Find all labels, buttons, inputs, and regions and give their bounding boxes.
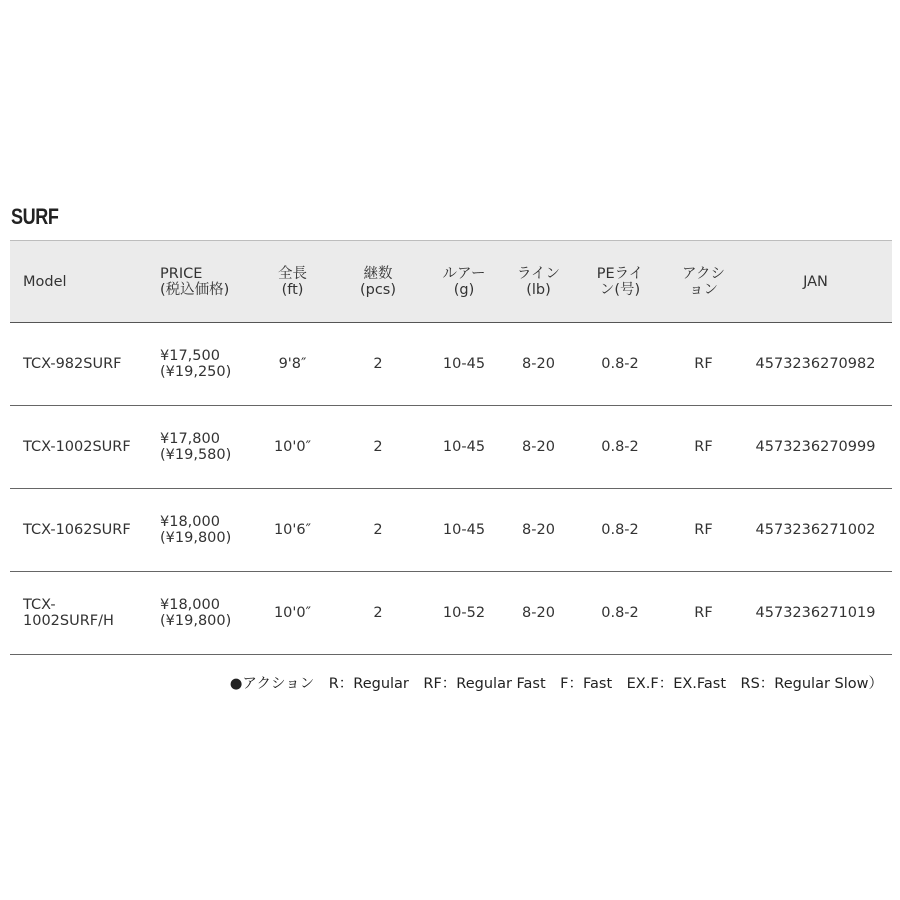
cell-lure: 10-45 xyxy=(423,406,505,489)
cell-action: RF xyxy=(668,489,739,572)
cell-pe: 0.8-2 xyxy=(572,572,668,655)
table-row xyxy=(10,572,892,655)
header-jan: JAN xyxy=(739,241,892,323)
cell-model: TCX- 1002SURF/H xyxy=(10,572,156,655)
table-row xyxy=(10,489,892,572)
table-row xyxy=(10,323,892,406)
spec-table xyxy=(10,240,892,655)
header-length: 全長 (ft) xyxy=(252,241,333,323)
cell-pieces: 2 xyxy=(333,323,423,406)
cell-lure: 10-45 xyxy=(423,323,505,406)
action-legend: ●アクション R：Regular RF：Regular Fast F：Fast EX.F：EX.Fast RS：Regular Slow） xyxy=(229,676,883,692)
cell-length: 10'6″ xyxy=(252,489,333,572)
header-price: PRICE (税込価格) xyxy=(156,241,252,323)
table-row xyxy=(10,406,892,489)
cell-action: RF xyxy=(668,406,739,489)
header-row xyxy=(10,241,892,323)
cell-jan: 4573236271019 xyxy=(739,572,892,655)
cell-action: RF xyxy=(668,323,739,406)
cell-pieces: 2 xyxy=(333,489,423,572)
cell-line: 8-20 xyxy=(505,323,572,406)
cell-jan: 4573236270999 xyxy=(739,406,892,489)
section-title: SURF xyxy=(11,204,59,229)
cell-action: RF xyxy=(668,572,739,655)
cell-pieces: 2 xyxy=(333,572,423,655)
header-model: Model xyxy=(10,241,156,323)
header-lure: ルアー (g) xyxy=(423,241,505,323)
header-line: ライン (lb) xyxy=(505,241,572,323)
cell-length: 9'8″ xyxy=(252,323,333,406)
cell-price: ¥17,800 (¥19,580) xyxy=(156,406,252,489)
cell-model: TCX-1002SURF xyxy=(10,406,156,489)
cell-line: 8-20 xyxy=(505,489,572,572)
cell-model: TCX-1062SURF xyxy=(10,489,156,572)
cell-model: TCX-982SURF xyxy=(10,323,156,406)
cell-jan: 4573236271002 xyxy=(739,489,892,572)
cell-price: ¥18,000 (¥19,800) xyxy=(156,572,252,655)
cell-length: 10'0″ xyxy=(252,572,333,655)
cell-line: 8-20 xyxy=(505,406,572,489)
cell-price: ¥18,000 (¥19,800) xyxy=(156,489,252,572)
cell-pieces: 2 xyxy=(333,406,423,489)
cell-pe: 0.8-2 xyxy=(572,489,668,572)
cell-jan: 4573236270982 xyxy=(739,323,892,406)
cell-pe: 0.8-2 xyxy=(572,323,668,406)
header-pe: PEライ ン(号) xyxy=(572,241,668,323)
cell-pe: 0.8-2 xyxy=(572,406,668,489)
header-pieces: 継数 (pcs) xyxy=(333,241,423,323)
cell-line: 8-20 xyxy=(505,572,572,655)
cell-price: ¥17,500 (¥19,250) xyxy=(156,323,252,406)
header-action: アクシ ョン xyxy=(668,241,739,323)
cell-length: 10'0″ xyxy=(252,406,333,489)
cell-lure: 10-52 xyxy=(423,572,505,655)
cell-lure: 10-45 xyxy=(423,489,505,572)
